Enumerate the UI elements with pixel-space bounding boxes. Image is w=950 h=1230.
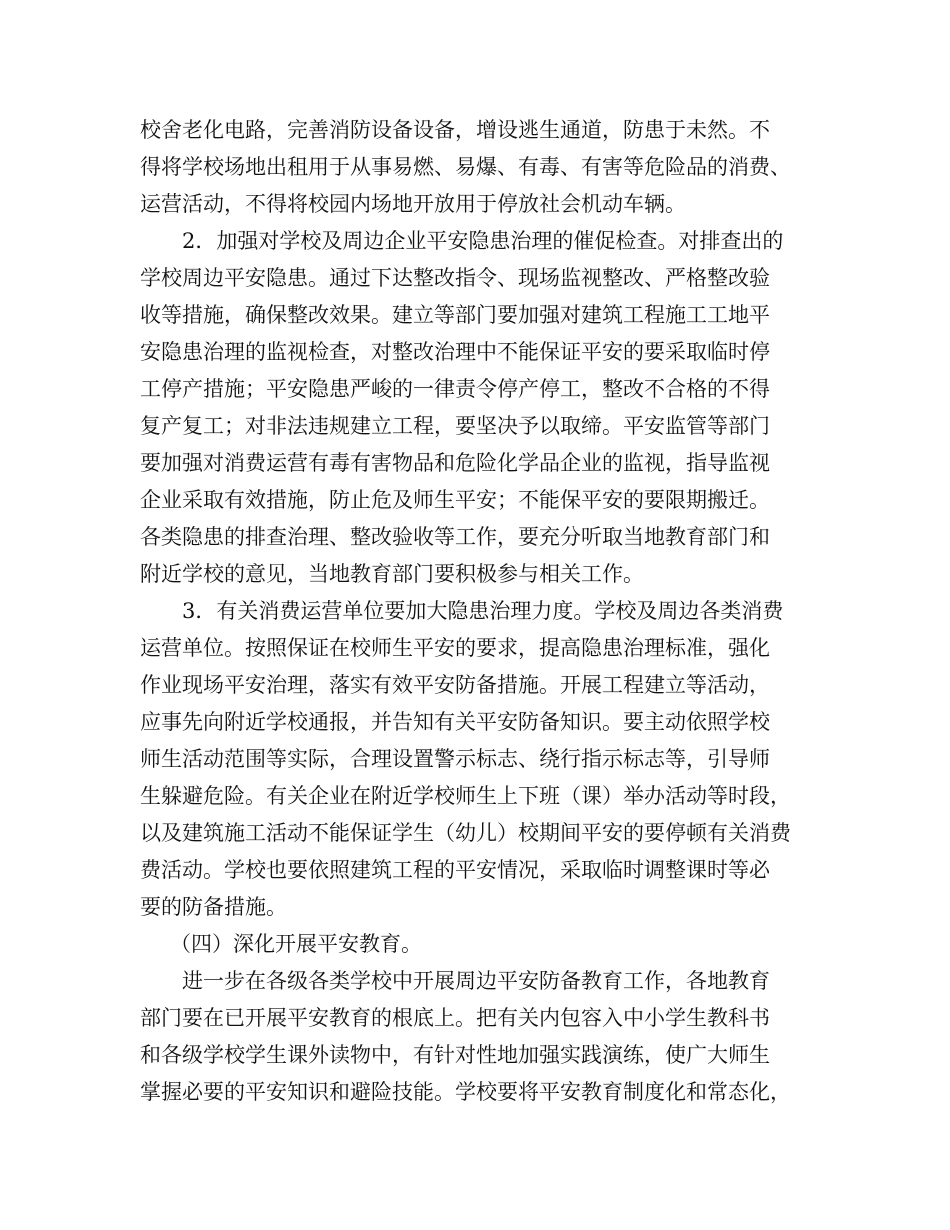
text-line: 和各级学校学生课外读物中，有针对性地加强实践演练，使广大师生 [140,1043,770,1067]
text-line: 得将学校场地出租用于从事易燃、易爆、有毒、有害等危险品的消费、 [140,155,791,179]
text-line: 师生活动范围等实际，合理设置警示标志、绕行指示标志等，引导师 [140,747,770,771]
text-line: 以及建筑施工活动不能保证学生（幼儿）校期间平安的要停顿有关消费 [140,821,791,845]
text-line: 运营活动，不得将校园内场地开放用于停放社会机动车辆。 [140,192,686,216]
text-line: 安隐患治理的监视检查，对整改治理中不能保证平安的要采取临时停 [140,340,770,364]
text-line: 附近学校的意见，当地教育部门要积极参与相关工作。 [140,562,644,586]
text-line: 费活动。学校也要依照建筑工程的平安情况，采取临时调整课时等必 [140,858,770,882]
text-line: 要的防备措施。 [140,895,287,919]
item-2-heading-line: 2．加强对学校及周边企业平安隐患治理的催促检查。对排查出的 [182,229,784,253]
text-line: 应事先向附近学校通报，并告知有关平安防备知识。要主动依照学校 [140,710,770,734]
item-3-heading-line: 3．有关消费运营单位要加大隐患治理力度。学校及周边各类消费 [182,599,784,623]
text-line: 校舍老化电路，完善消防设备设备，增设逃生通道，防患于未然。不 [140,118,770,142]
text-line: 学校周边平安隐患。通过下达整改指令、现场监视整改、严格整改验 [140,266,770,290]
text-line: 要加强对消费运营有毒有害物品和危险化学品企业的监视，指导监视 [140,451,770,475]
section-4-heading: （四）深化开展平安教育。 [170,932,422,956]
text-line: 部门要在已开展平安教育的根底上。把有关内包容入中小学生教科书 [140,1006,770,1030]
text-line: 复产复工；对非法违规建立工程，要坚决予以取缔。平安监管等部门 [140,414,770,438]
text-line: 运营单位。按照保证在校师生平安的要求，提高隐患治理标准，强化 [140,636,770,660]
text-line: 掌握必要的平安知识和避险技能。学校要将平安教育制度化和常态化， [140,1080,791,1104]
text-line: 工停产措施；平安隐患严峻的一律责令停产停工，整改不合格的不得 [140,377,770,401]
text-line: 作业现场平安治理，落实有效平安防备措施。开展工程建立等活动， [140,673,770,697]
text-line: 各类隐患的排查治理、整改验收等工作，要充分听取当地教育部门和 [140,525,770,549]
text-line: 生躲避危险。有关企业在附近学校师生上下班（课）举办活动等时段， [140,784,791,808]
document-body [140,112,830,1111]
text-line: 企业采取有效措施，防止危及师生平安；不能保平安的要限期搬迁。 [140,488,770,512]
text-line: 收等措施，确保整改效果。建立等部门要加强对建筑工程施工工地平 [140,303,770,327]
text-line: 进一步在各级各类学校中开展周边平安防备教育工作，各地教育 [182,969,770,993]
